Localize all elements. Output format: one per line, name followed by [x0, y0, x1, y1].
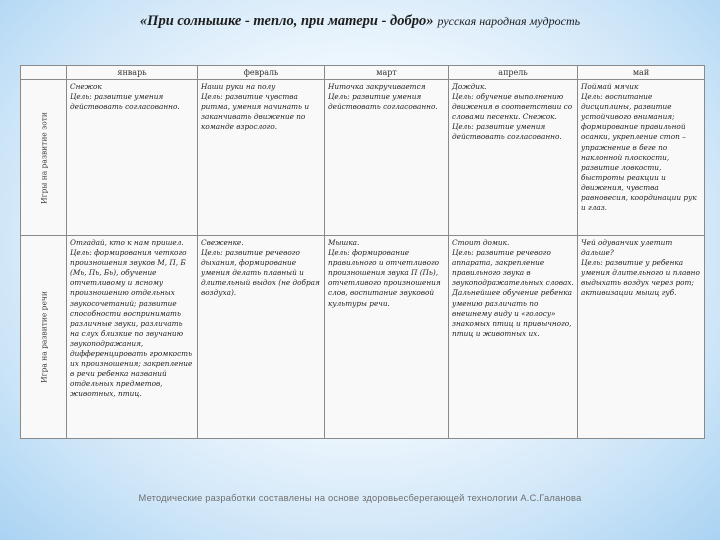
table-cell [578, 236, 705, 439]
column-header: апрель [449, 66, 578, 80]
activity-plan-table [20, 65, 705, 439]
column-header: январь [67, 66, 198, 80]
table-cell [325, 236, 449, 439]
footer-caption: Методические разработки составлены на основе здоровьесберегающей технологии А.С.Галанова [138, 493, 582, 503]
game-goal: Цель: развитие чувства ритма, умения начинать и заканчивать движение по команде взрослого. [201, 92, 310, 132]
table-cell [67, 80, 198, 236]
game-goal: Цель: обучение выполнению движения в соответствии со словами песенки. Снежок. Цель: развитие умения действовать согласованно. [452, 92, 573, 142]
corner-header-cell [21, 66, 67, 80]
game-title: Снежок [70, 82, 102, 91]
game-title: Отгадай, кто к нам пришел. [70, 238, 184, 247]
row-header-label: Игра на развитие речи [39, 291, 48, 383]
column-header: февраль [198, 66, 325, 80]
game-goal: Цель: воспитание дисциплины, развитие устойчивого внимания; формирование правильной осанки, укрепление стоп – упражнение в беге по наклонной плоскости, развитие ловкости, быстроты реакции и движения, чувства равновесия, координации рук и глаз. [581, 92, 697, 213]
proverb-text: «При солнышке - тепло, при матери - добро» [139, 13, 434, 29]
page-title [0, 12, 720, 30]
table-row [21, 236, 705, 439]
table-cell [198, 80, 325, 236]
game-goal: Цель: развитие речевого аппарата, закрепление правильного звука в звукоподражательных словах. Дальнейшее обучение ребенка умению различать по внешнему виду и «голосу» знакомых птиц и привычного, птиц и животных их. [452, 248, 574, 338]
game-title: Чей одуванчик улетит дальше? [581, 238, 673, 258]
game-title: Мышка. [328, 238, 360, 247]
table-cell [67, 236, 198, 439]
game-title: Свеженке. [201, 238, 244, 247]
game-goal: Цель: формирования четкого произношения звуков М, П, Б (Мь, Пь, Бь), обучение отчетливому и ясному произношению отдельных звукосочетаний; развитие способности воспринимать различные звуки, различать на слух близкие по звучанию звукоподражания, дифференцировать громкость их произношения; закрепление в речи ребенка названий отдельных предметов, животных, птиц. [70, 248, 193, 399]
game-goal: Цель: развитие умения действовать согласованно. [328, 92, 438, 112]
table-header-row [21, 66, 705, 80]
table-cell [578, 80, 705, 236]
table-cell [325, 80, 449, 236]
game-title: Стоит домик. [452, 238, 510, 247]
row-header-cell [21, 236, 67, 439]
column-header: май [578, 66, 705, 80]
game-title: Поймай мячик [581, 82, 639, 91]
table-cell [449, 236, 578, 439]
game-title: Дождик. [452, 82, 487, 91]
game-goal: Цель: формирование правильного и отчетливого произношения звука П (Пь), отчетливого произношения слов, воспитание звуковой культуры речи. [328, 248, 441, 308]
game-title: Ниточка закручивается [328, 82, 426, 91]
row-header-cell [21, 80, 67, 236]
table-cell [449, 80, 578, 236]
table-cell [198, 236, 325, 439]
game-goal: Цель: развитие речевого дыхания, формирование умения делать плавный и длительный выдох (не добрая воздуха). [201, 248, 320, 298]
game-goal: Цель: развитие умения действовать согласованно. [70, 92, 180, 112]
column-header: март [325, 66, 449, 80]
table-row [21, 80, 705, 236]
game-title: Наши руки на полу [201, 82, 276, 91]
proverb-source: русская народная мудрость [437, 14, 581, 28]
row-header-label: Игры на развитие зоти [39, 111, 48, 204]
game-goal: Цель: развитие у ребенка умения длительного и плавно выдыхать воздух через рот; активизации мышц губ. [581, 258, 700, 298]
